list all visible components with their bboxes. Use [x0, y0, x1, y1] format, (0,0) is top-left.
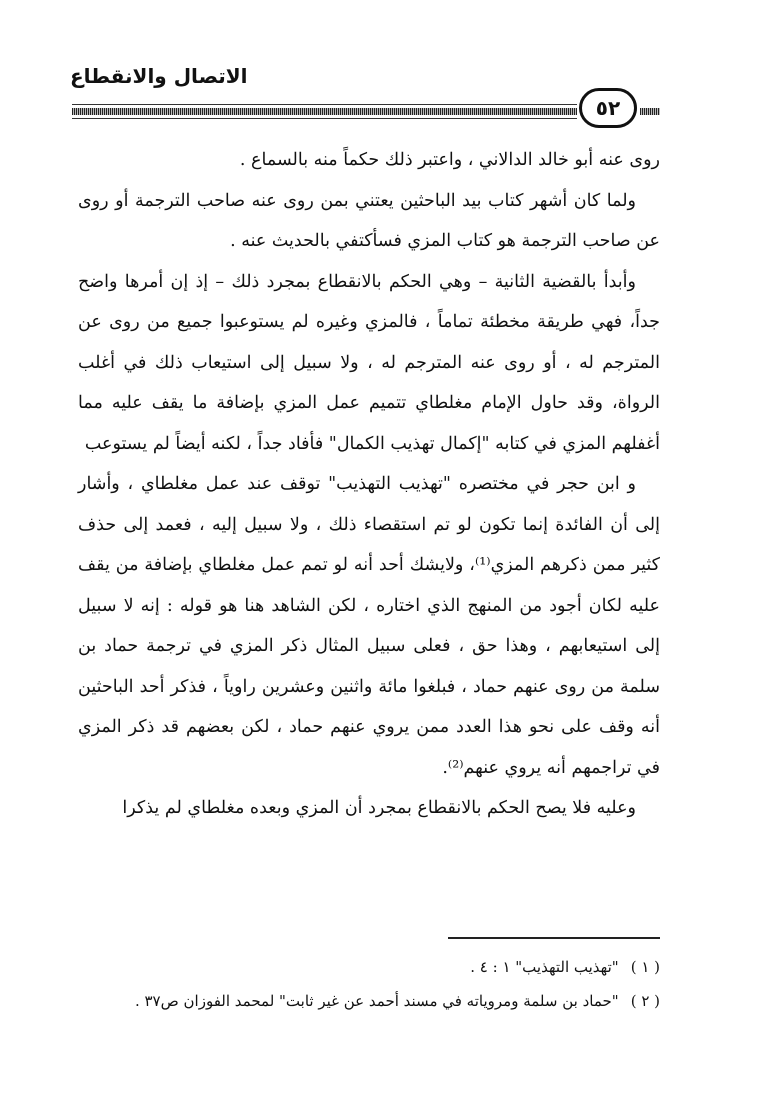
header-rule-right	[640, 108, 660, 115]
footnote-separator	[448, 937, 660, 939]
footnote-item	[78, 984, 660, 1018]
running-header-title: الاتصال والانقطاع	[70, 64, 248, 88]
main-text	[78, 140, 660, 829]
footnotes	[78, 950, 660, 1018]
paragraph: ولما كان أشهر كتاب بيد الباحثين يعتني بمن روى عنه صاحب الترجمة أو روى عن صاحب الترجمة هو كتاب المزي فسأكتفي بالحديث عنه .	[78, 190, 660, 251]
footnote-number: ( ١ )	[630, 958, 660, 976]
header-rule-thin-top	[72, 104, 577, 105]
footnote-item	[78, 950, 660, 984]
footnote-text: "حماد بن سلمة ومروياته في مسند أحمد عن غير ثابت" لمحمد الفوزان ص٣٧ .	[134, 992, 619, 1010]
header-rule-thin-bottom	[72, 118, 577, 119]
header-rule-left	[72, 108, 577, 115]
page-number-badge: ٥٢	[579, 88, 637, 128]
footnote-text: "تهذيب التهذيب" ١ : ٤ .	[470, 958, 619, 976]
paragraph: وأبدأ بالقضية الثانية – وهي الحكم بالانقطاع بمجرد ذلك – إذ إن أمرها واضح جداً، فهي طريقة مخطئة تماماً ، فالمزي وغيره لم يستوعبوا جميع من روى عن المترجم له ، أو روى عنه المترجم له ، ولا سبيل إلى استيعاب ذلك في أغلب الرواة، وقد حاول الإمام مغلطاي تتميم عمل المزي بإضافة ما يقف عليه مما أغفلهم المزي في كتابه "إكمال تهذيب الكمال" فأفاد جداً ، لكنه أيضاً لم يستوعب	[78, 271, 660, 454]
footnote-number: ( ٢ )	[630, 992, 660, 1010]
paragraph: روى عنه أبو خالد الدالاني ، واعتبر ذلك حكماً منه بالسماع .	[239, 150, 660, 170]
paragraph: و ابن حجر في مختصره "تهذيب التهذيب" توقف عند عمل مغلطاي ، وأشار إلى أن الفائدة إنما تكون لو تم استقصاء ذلك ، ولا سبيل إليه ، فعمد إلى حذف كثير ممن ذكرهم المزي⁽¹⁾، ولايشك أحد أنه لو تمم عمل مغلطاي بإضافة من يقف عليه لكان أجود من المنهج الذي اختاره ، لكن الشاهد هنا هو قوله : إنه لا سبيل إلى استيعابهم ، وهذا حق ، فعلى سبيل المثال ذكر المزي في ترجمة حماد بن سلمة من روى عنهم حماد ، فبلغوا مائة واثنين وعشرين راوياً ، فذكر أحد الباحثين أنه وقف على نحو هذا العدد ممن يروي عنهم حماد ، لكن بعضهم قد ذكر المزي في تراجمهم أنه يروي عنهم⁽²⁾.	[78, 474, 660, 778]
paragraph: وعليه فلا يصح الحكم بالانقطاع بمجرد أن المزي وبعده مغلطاي لم يذكرا	[122, 798, 636, 818]
